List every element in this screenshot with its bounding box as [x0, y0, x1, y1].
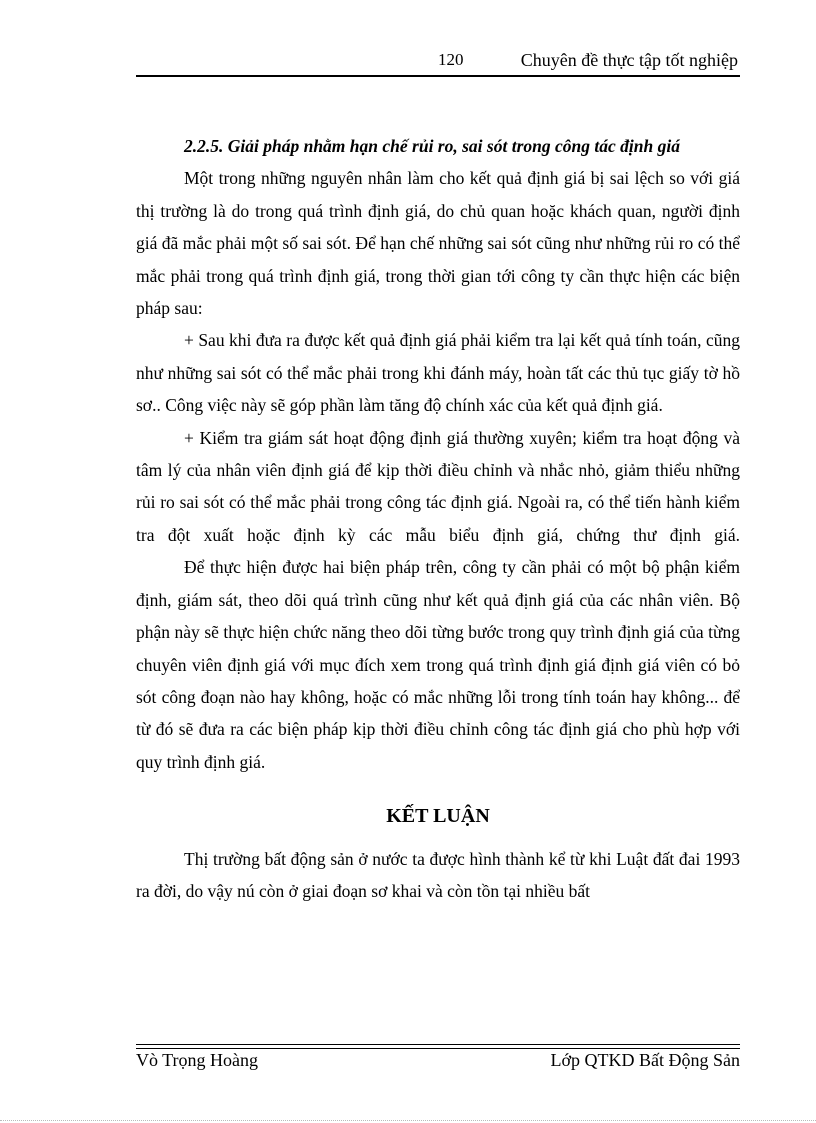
page-header: [136, 48, 740, 74]
header-title: Chuyên đề thực tập tốt nghiệp: [520, 50, 738, 70]
conclusion-paragraph: Thị trường bất động sản ở nước ta được hình thành kể từ khi Luật đất đai 1993 ra đời, do vậy nú còn ở giai đoạn sơ khai và còn tồn tại nhiều bất: [136, 848, 740, 901]
page-number: 120: [438, 50, 464, 69]
body-paragraph: Một trong những nguyên nhân làm cho kết quả định giá bị sai lệch so với giá thị trường là do trong quá trình định giá, do chủ quan hoặc khách quan, người định giá đã mắc phải một số sai sót. Để hạn chế những sai sót cũng như những rủi ro có thể mắc phải trong quá trình định giá, trong thời gian tới công ty cần thực hiện các biện pháp sau:: [136, 168, 740, 319]
footer-divider: [136, 1044, 740, 1049]
footer-class: Lớp QTKD Bất Động Sản: [550, 1050, 740, 1070]
conclusion-title: KẾT LUẬN: [386, 805, 490, 828]
body-paragraph: Để thực hiện được hai biện pháp trên, công ty cần phải có một bộ phận kiểm định, giám sát, theo dõi quá trình cũng như kết quả định giá của các nhân viên. Bộ phận này sẽ thực hiện chức năng theo dõi từng bước trong quy trình định giá của từng chuyên viên định giá với mục đích xem trong quá trình định giá định giá viên có bỏ sót công đoạn nào hay không, hoặc có mắc những lỗi trong tính toán hay không... để từ đó sẽ đưa ra các biện pháp kịp thời điều chỉnh công tác định giá cho phù hợp với quy trình định giá.: [136, 557, 740, 772]
page-bottom-edge: [0, 1120, 816, 1121]
body-paragraph: + Sau khi đưa ra được kết quả định giá phải kiểm tra lại kết quả tính toán, cũng như những sai sót có thể mắc phải trong khi đánh máy, hoàn tất các thủ tục giấy tờ hồ sơ.. Công việc này sẽ góp phần làm tăng độ chính xác của kết quả định giá.: [136, 330, 740, 416]
section-heading: 2.2.5. Giải pháp nhằm hạn chế rủi ro, sai sót trong công tác định giá: [184, 136, 680, 156]
body-paragraph: + Kiểm tra giám sát hoạt động định giá thường xuyên; kiểm tra hoạt động và tâm lý của nhân viên định giá để kịp thời điều chỉnh và nhắc nhỏ, giảm thiểu những rủi ro sai sót có thể mắc phải trong công tác định giá. Ngoài ra, có thể tiến hành kiểm tra đột xuất hoặc định kỳ các mẫu biểu định giá, chứng thư định giá.: [136, 427, 740, 545]
header-divider: [136, 75, 740, 77]
document-body: [136, 130, 740, 907]
footer-author: Vò Trọng Hoàng: [136, 1050, 259, 1070]
